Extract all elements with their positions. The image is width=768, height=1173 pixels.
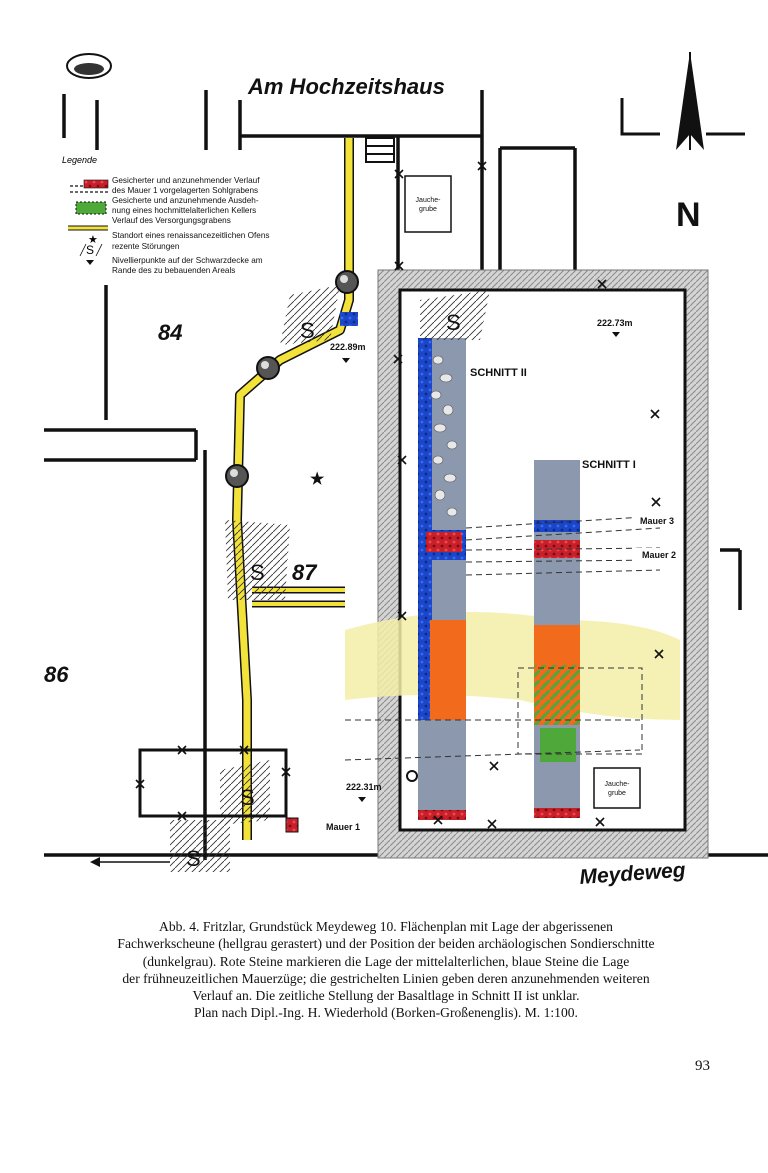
svg-text:Nivellierpunkte auf der Schwar: Nivellierpunkte auf der Schwarzdecke am: [112, 256, 263, 265]
legend: [62, 155, 269, 275]
cesspit-bottom: [594, 768, 640, 808]
schnitt-1-label: SCHNITT I: [582, 459, 636, 471]
svg-text:grube: grube: [608, 790, 626, 797]
arrow-left-icon: [90, 857, 170, 867]
svg-text:S: S: [300, 318, 315, 343]
mauer-2-label: Mauer 2: [642, 550, 677, 560]
svg-text:S: S: [86, 243, 95, 257]
svg-text:★: ★: [88, 234, 98, 246]
svg-text:Rande des zu bebauenden Areals: Rande des zu bebauenden Areals: [112, 266, 236, 275]
mauer-3-label: Mauer 3: [640, 516, 675, 526]
legend-title: Legende: [62, 155, 98, 165]
page-number: 93: [695, 1058, 710, 1074]
lot-84: 84: [158, 320, 183, 345]
mauer-1-label: Mauer 1: [326, 822, 361, 832]
caption-line-2: Fachwerkscheune (hellgrau gerastert) und der Position der beiden archäologischen Sondierschnitte: [117, 936, 655, 952]
svg-text:grube: grube: [419, 206, 437, 213]
svg-text:Standort eines renaissancezeit: Standort eines renaissancezeitlichen Ofens: [112, 231, 270, 240]
svg-text:Verlauf des Versorgungsgrabens: Verlauf des Versorgungsgrabens: [112, 216, 231, 225]
svg-text:S: S: [446, 310, 461, 335]
level-c-label: 222.31m: [346, 782, 382, 792]
caption-line-3: (dunkelgrau). Rote Steine markieren die Lage der mittelalterlichen, blaue Steine die Lage: [142, 953, 630, 969]
svg-text:Gesicherter und anzunehmender: Gesicherter und anzunehmender Verlauf: [112, 176, 260, 185]
north-arrow-label: N: [676, 196, 701, 234]
schnitt-2-label: SCHNITT II: [470, 367, 527, 379]
level-b-label: 222.89m: [330, 342, 366, 352]
street-south-label: Meydeweg: [578, 858, 687, 889]
svg-text:Jauche-: Jauche-: [604, 781, 630, 788]
lot-86: 86: [44, 662, 69, 687]
svg-text:S: S: [186, 846, 201, 871]
cesspit-top: [405, 176, 451, 232]
svg-text:rezente Störungen: rezente Störungen: [112, 242, 180, 251]
svg-text:des Mauer 1 vorgelagerten Sohl: des Mauer 1 vorgelagerten Sohlgrabens: [112, 186, 259, 195]
caption-line-1: Abb. 4. Fritzlar, Grundstück Meydeweg 10. Flächenplan mit Lage der abgerissenen: [159, 919, 613, 934]
svg-text:S: S: [240, 785, 255, 810]
svg-text:S: S: [250, 560, 265, 585]
mauer-1-marker: [286, 818, 298, 832]
north-arrow-icon: [622, 52, 745, 234]
schnitt-2-trench: [418, 338, 466, 820]
lot-87: 87: [292, 560, 317, 585]
caption-line-6: Plan nach Dipl.-Ing. H. Wiederhold (Borken-Großenenglis). M. 1:100.: [194, 1005, 578, 1021]
oven-star-icon: ★: [310, 471, 325, 488]
schnitt-1-trench: [534, 460, 580, 818]
survey-point: [407, 771, 417, 781]
caption-line-4: der frühneuzeitlichen Mauerzüge; die gestrichelten Linien geben deren anzunehmenden weiteren: [122, 970, 650, 986]
svg-text:nung eines hochmittelalterlich: nung eines hochmittelalterlichen Kellers: [112, 206, 257, 215]
street-north-label: Am Hochzeitshaus: [248, 74, 445, 99]
svg-text:Gesicherte und anzunehmende Au: Gesicherte und anzunehmende Ausdeh-: [112, 196, 259, 205]
figure-caption: [80, 918, 692, 1022]
steps: [366, 138, 394, 162]
caption-line-5: Verlauf an. Die zeitliche Stellung der Basaltlage in Schnitt II ist unklar.: [192, 988, 580, 1004]
level-a-label: 222.73m: [597, 318, 633, 328]
svg-text:Jauche-: Jauche-: [415, 197, 441, 204]
oven-disc-icon: [67, 54, 111, 78]
supply-trench: [237, 138, 361, 840]
